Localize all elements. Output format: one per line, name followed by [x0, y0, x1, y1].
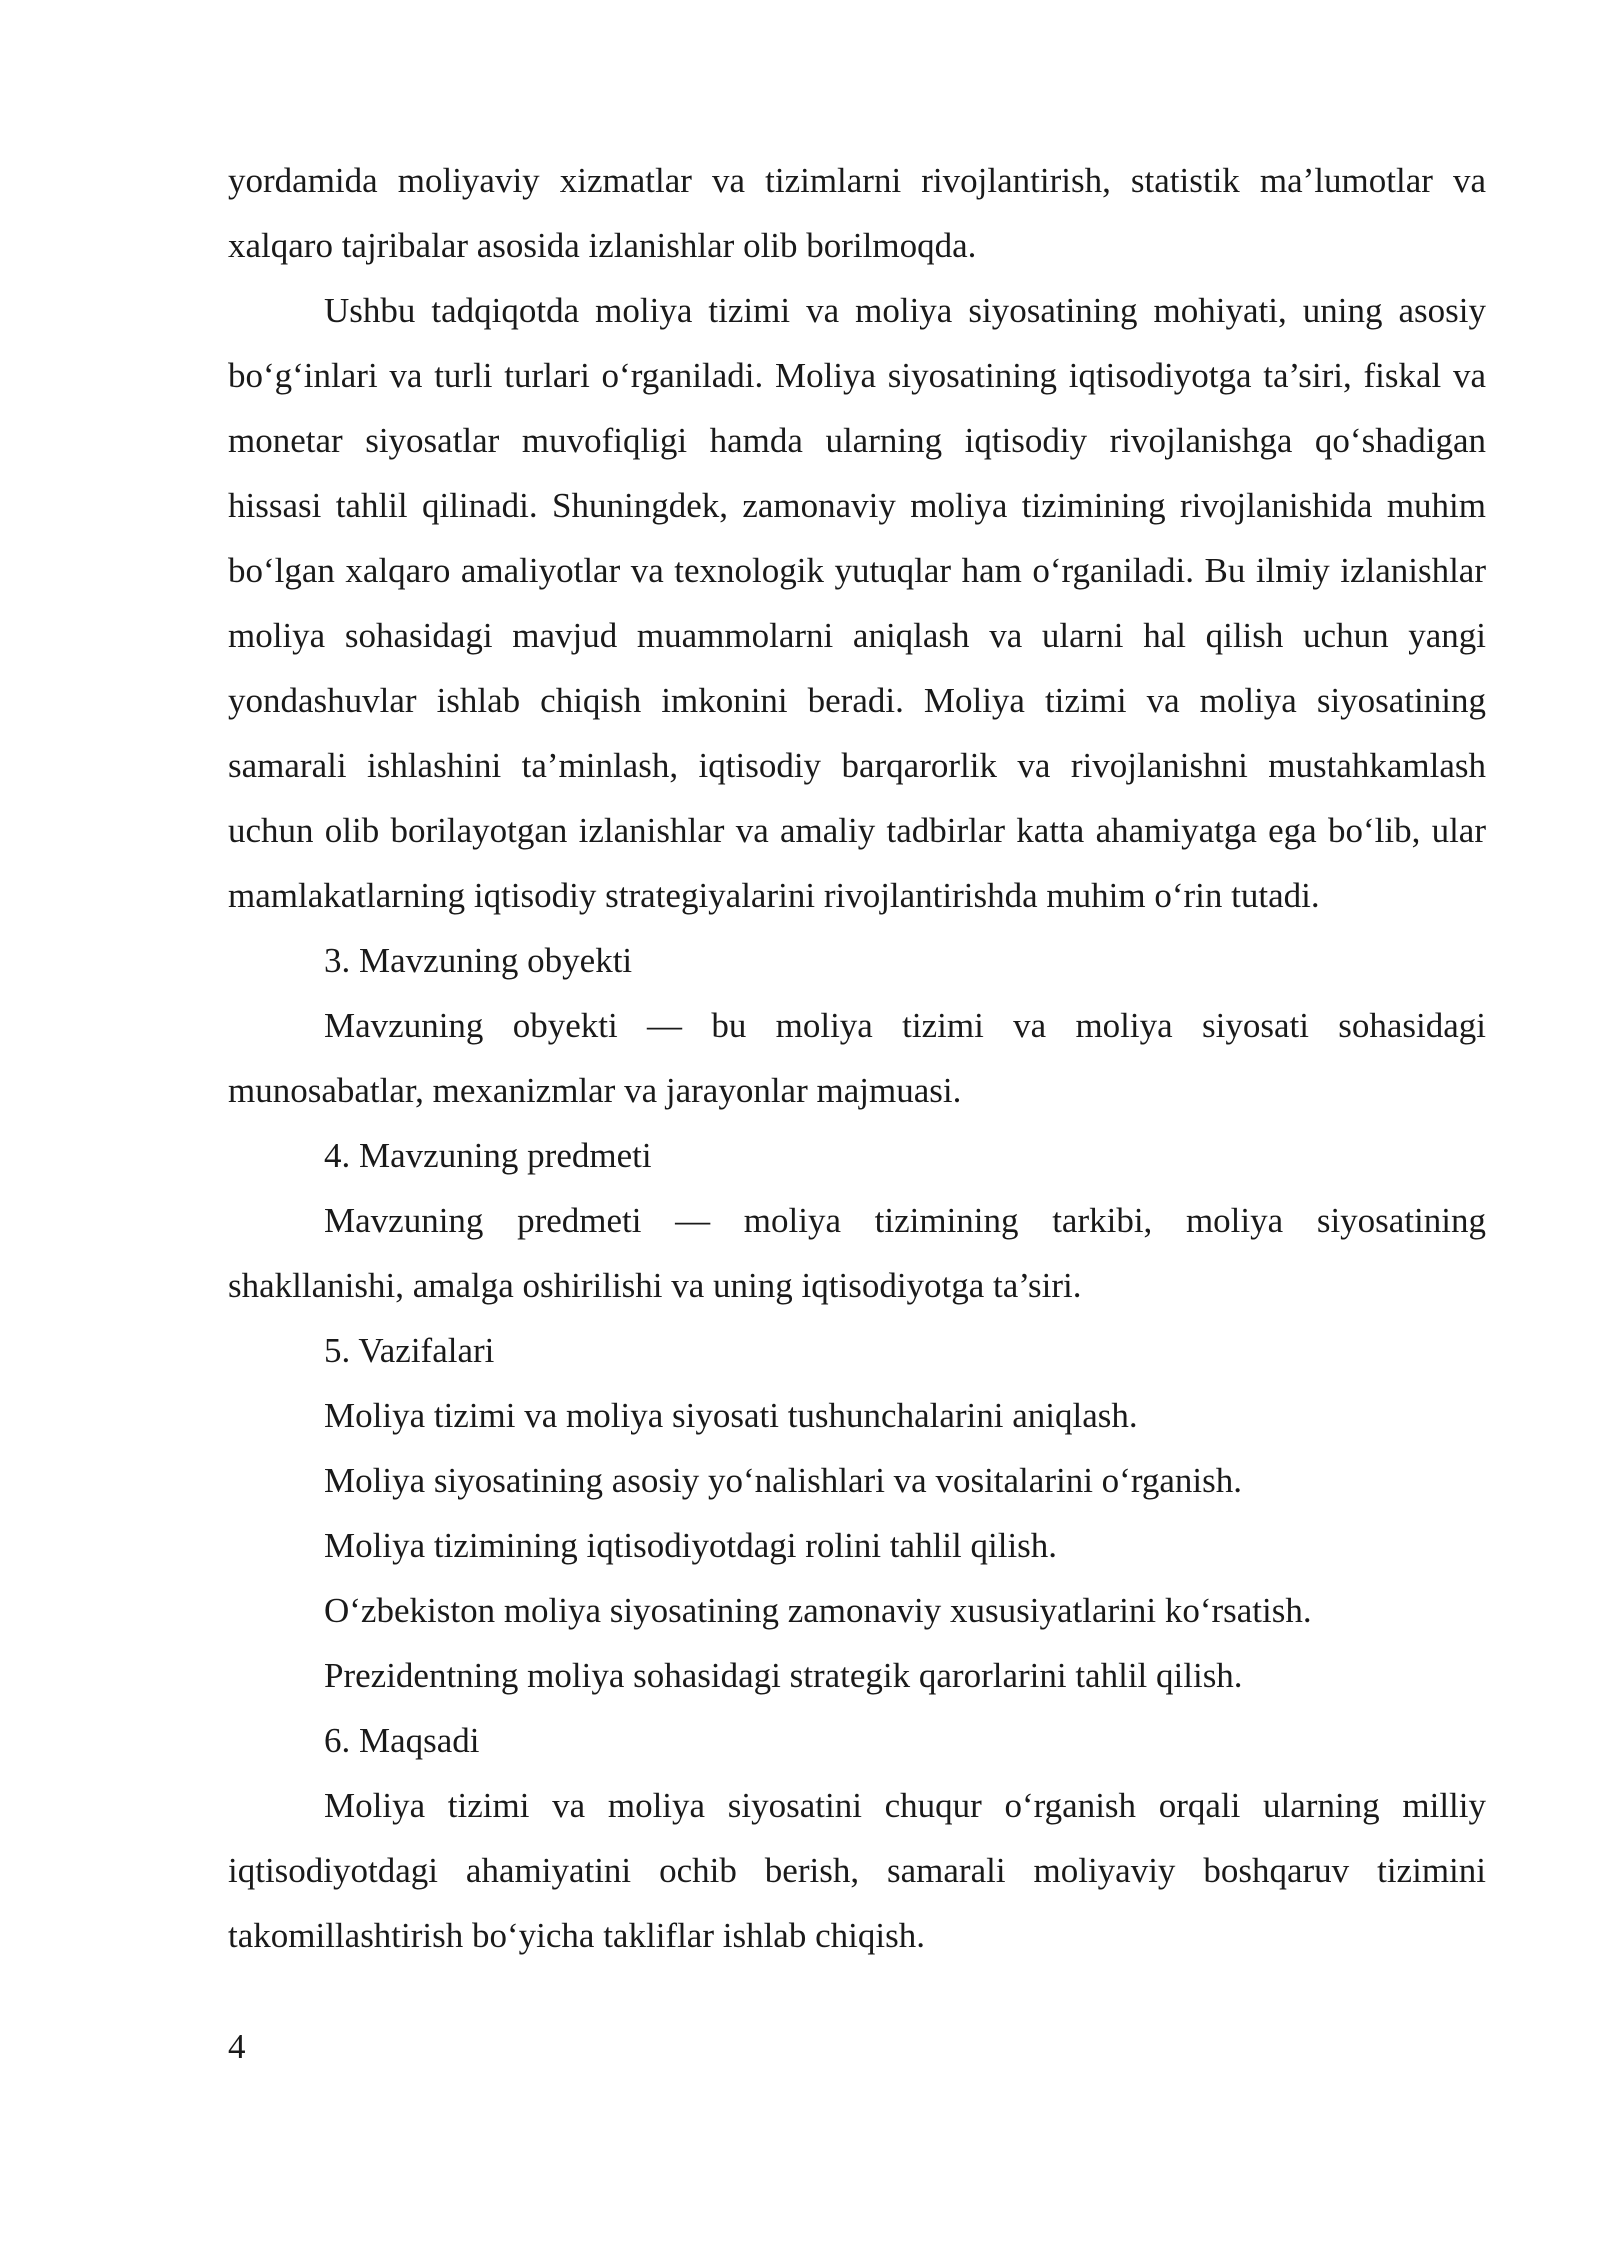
task-item: Moliya tizimining iqtisodiyotdagi rolini tahlil qilish.	[324, 1526, 1058, 1565]
section-text-goal: Moliya tizimi va moliya siyosatini chuqur o‘rganish orqali ularning milliy iqtisodiyotdagi ahamiyatini ochib berish, samarali moliyaviy boshqaruv tizimini takomillashtirish bo‘yicha takliflar ishlab chiqish.	[228, 1786, 1486, 1955]
page-number: 4	[228, 2027, 246, 2066]
task-item: O‘zbekiston moliya siyosatining zamonaviy xususiyatlarini ko‘rsatish.	[324, 1591, 1312, 1630]
section-heading-subject: 4. Mavzuning predmeti	[324, 1136, 652, 1175]
section-text-object: Mavzuning obyekti — bu moliya tizimi va moliya siyosati sohasidagi munosabatlar, mexanizmlar va jarayonlar majmuasi.	[228, 1006, 1486, 1110]
intro-paragraph: Ushbu tadqiqotda moliya tizimi va moliya siyosatining mohiyati, uning asosiy bo‘g‘inlari va turli turlari o‘rganiladi. Moliya siyosatining iqtisodiyotga ta’siri, fiskal va monetar siyosatlar muvofiqligi hamda ularning iqtisodiy rivojlanishga qo‘shadigan hissasi tahlil qilinadi. Shuningdek, zamonaviy moliya tizimining rivojlanishida muhim bo‘lgan xalqaro amaliyotlar va texnologik yutuqlar ham o‘rganiladi. Bu ilmiy izlanishlar moliya sohasidagi mavjud muammolarni aniqlash va ularni hal qilish uchun yangi yondashuvlar ishlab chiqish imkonini beradi. Moliya tizimi va moliya siyosatining samarali ishlashini ta’minlash, iqtisodiy barqarorlik va rivojlanishni mustahkamlash uchun olib borilayotgan izlanishlar va amaliy tadbirlar katta ahamiyatga ega bo‘lib, ular mamlakatlarning iqtisodiy strategiyalarini rivojlantirishda muhim o‘rin tutadi.	[228, 291, 1486, 915]
section-text-subject: Mavzuning predmeti — moliya tizimining tarkibi, moliya siyosatining shakllanishi, amalga oshirilishi va uning iqtisodiyotga ta’siri.	[228, 1201, 1486, 1305]
task-item: Moliya siyosatining asosiy yo‘nalishlari va vositalarini o‘rganish.	[324, 1461, 1242, 1500]
section-heading-tasks: 5. Vazifalari	[324, 1331, 495, 1370]
continuation-paragraph: yordamida moliyaviy xizmatlar va tizimlarni rivojlantirish, statistik ma’lumotlar va xalqaro tajribalar asosida izlanishlar olib borilmoqda.	[228, 161, 1486, 265]
section-heading-goal: 6. Maqsadi	[324, 1721, 480, 1760]
document-page	[228, 148, 1486, 1968]
task-item: Moliya tizimi va moliya siyosati tushunchalarini aniqlash.	[324, 1396, 1138, 1435]
task-item: Prezidentning moliya sohasidagi strategik qarorlarini tahlil qilish.	[324, 1656, 1243, 1695]
section-heading-object: 3. Mavzuning obyekti	[324, 941, 633, 980]
